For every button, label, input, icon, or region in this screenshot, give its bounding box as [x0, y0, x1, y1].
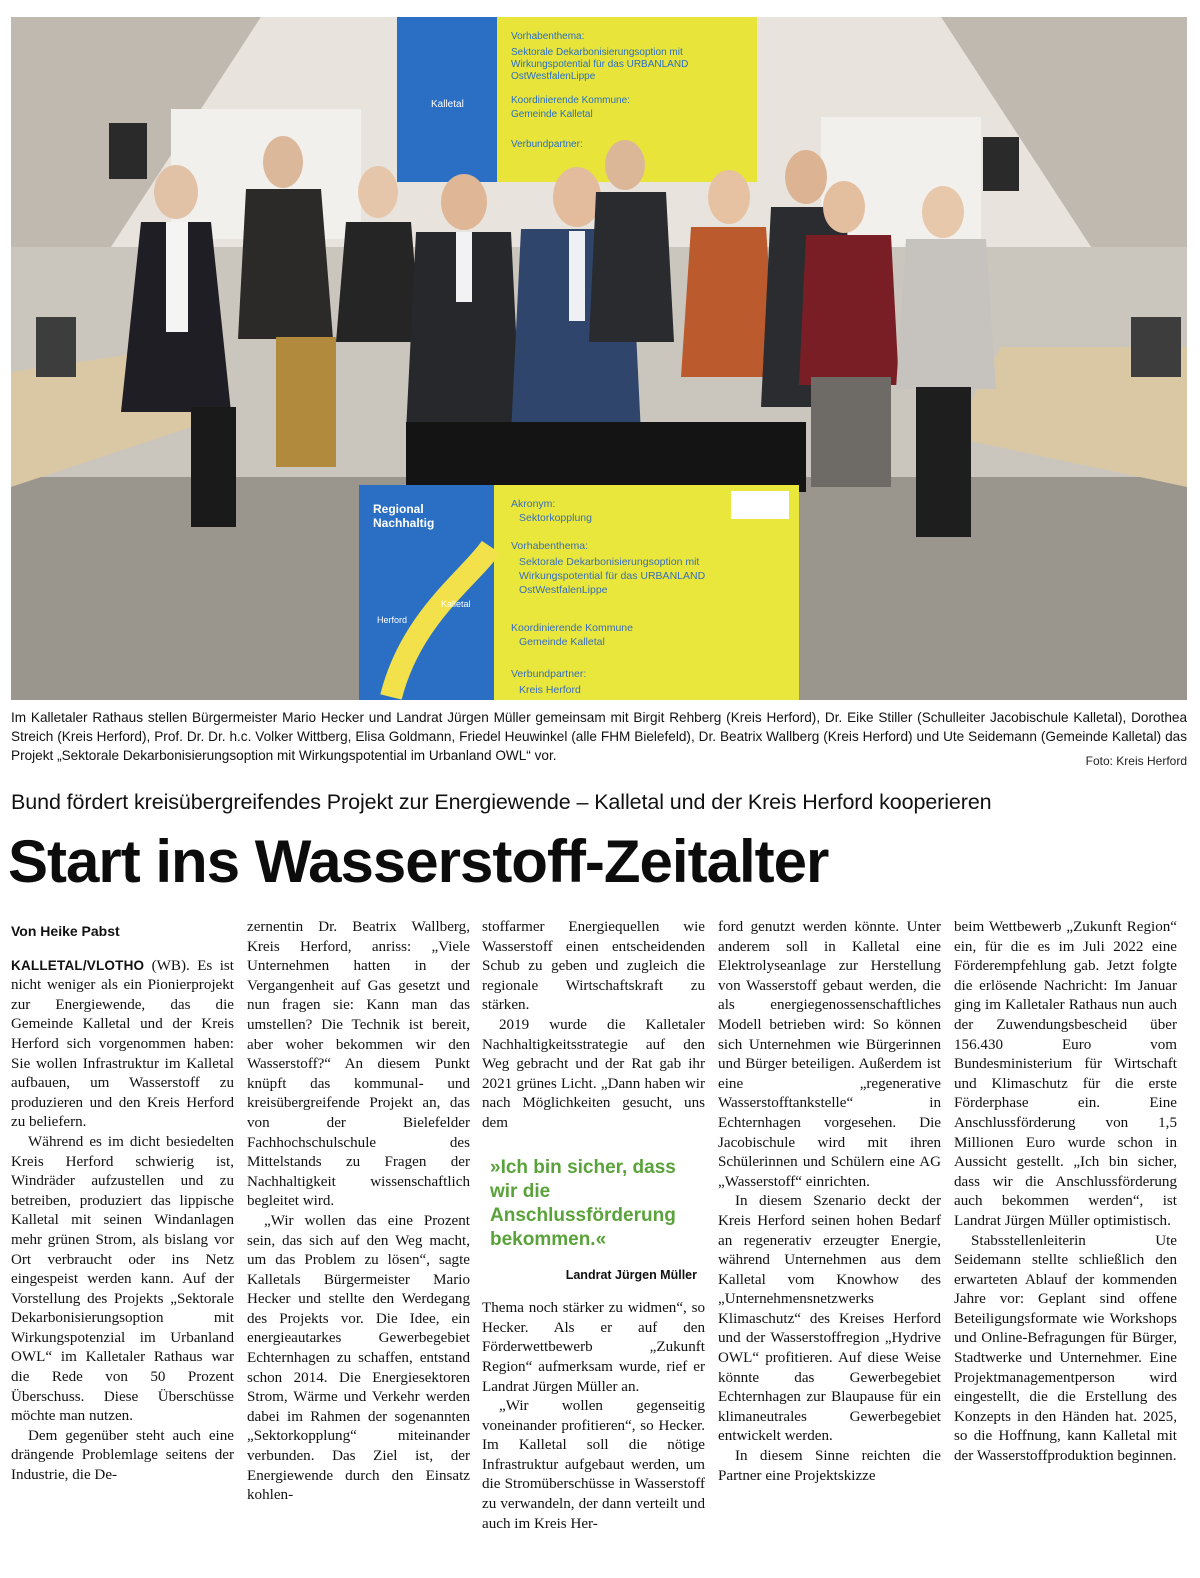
screen-top-line: Verbundpartner: [511, 139, 583, 150]
paragraph: 2019 wurde die Kalletaler Nachhaltigkeitsstrategie auf den Weg gebracht und der Rat gab ihr 2021 grünes Licht. „Dann haben wir nach Möglichkeiten gesucht, uns dem [482, 1016, 705, 1131]
paragraph: ford genutzt werden könnte. Unter anderem soll in Kalletal eine Elektrolyseanlage zur Herstellung von Wasserstoff gebaut werden, die als energiegenossenschaftliches Modell betrieben wird: So können sich Unternehmen wie Bürgerinnen und Bürger beteiligen. Außerdem ist eine „regenerative Wasserstofftankstelle“ in Echternhagen vorgesehen. Die Jacobischule wird mit ihren Schülerinnen und Schülern eine AG „Wasserstoff“ einrichten. [718, 919, 941, 1190]
poster-text-line: Kreis Herford [519, 684, 581, 696]
paragraph: zernentin Dr. Beatrix Wallberg, Kreis Herford, anriss: „Viele Unternehmen hatten in der Vergangenheit auf Gas gesetzt und nun fragen sie: Kann man das umstellen? Die Technik ist bereit, aber woher bekommen wir den Wasserstoff?“ An diesem Punkt knüpft das kommunal- und kreisübergreifende Projekt an, das von der Bielefelder Fachhochschulschule des Mittelstands zu Fragen der Nachhaltigkeit wissenschaftlich begleitet wird. [247, 919, 470, 1210]
paragraph: „Wir wollen das eine Prozent sein, das sich auf den Weg macht, um das Problem zu lösen“, sagte Kalletals Bürgermeister Mario Hecker und stellte den Werdegang des Projekts vor. Die Idee, ein energieautarkes Gewerbegebiet Echternhagen zu schaffen, entstand schon 2014. Die Energiesektoren Strom, Wärme und Verkehr werden dabei im Rahmen der sogenannten „Sektorkopplung“ miteinander verbunden. Das Ziel ist, der Energiewende durch den Einsatz kohlen- [247, 1212, 470, 1504]
photo-scene [11, 17, 1187, 700]
article-column-2 [247, 918, 470, 1568]
paragraph: In diesem Szenario deckt der Kreis Herford seinen hohen Bedarf an regenerativ erzeugter Energie, während Unternehmen aus dem Kalletal vom Knowhow des „Unternehmensnetzwerks Klimaschutz“ des Kreises Herford und der Wasserstoffregion „Hydrive OWL“ profitieren. Auf diese Weise könnte das Gewerbegebiet Echternhagen zur Blaupause für ein klimaneutrales Gewerbegebiet entwickelt werden. [718, 1193, 941, 1445]
poster-text-line: Akronym: [511, 498, 556, 510]
group-photo [11, 17, 1187, 700]
poster-text-line: Koordinierende Kommune [511, 622, 633, 634]
poster-text-line: Verbundpartner: [511, 668, 587, 680]
screen-top-line: OstWestfalenLippe [511, 71, 596, 82]
screen-top-line: Sektorale Dekarbonisierungsoption mit [511, 47, 683, 58]
article-column-4 [718, 918, 941, 1568]
lead-text: (WB). Es ist nicht weniger als ein Pionierprojekt zur Energiewende, das die Gemeinde Kalletal und der Kreis Herford sich vorgenommen haben: Sie wollen Infrastruktur im Kalletal aufbauen, um Wasserstoff zu produzieren und den Kreis Herford zu beliefern. [11, 957, 234, 1131]
paragraph: Stabsstellenleiterin Ute Seidemann stellte schließlich den erwarteten Ablauf der kommenden Jahre vor: Geplant sind offene Beteiligungsformate wie Workshops und Online-Befragungen für Bürger, Stadtwerke und Unternehmer. Eine Projektmanagementperson wird eingestellt, die die Erstellung des Konzepts in den Händen hat. 2025, so die Hoffnung, kann Kalletal mit der Wasserstoffproduktion beginnen. [954, 1232, 1177, 1465]
poster-text-line: Sektorkopplung [519, 512, 592, 524]
screen-top-brand: Kalletal [431, 99, 464, 110]
pull-quote: »Ich bin sicher, dass wir die Anschlussförderung bekommen.« [490, 1156, 676, 1250]
pull-quote-source: Landrat Jürgen Müller [565, 1267, 697, 1282]
screen-top-line: Gemeinde Kalletal [511, 109, 593, 120]
paragraph: „Wir wollen gegenseitig voneinander profitieren“, so Hecker. Im Kalletal soll die nötige Infrastruktur aufgebaut werden, um die Stromüberschüsse in Wasserstoff zu verwandeln, der dann verteilt und auch im Kreis Her- [482, 1398, 705, 1532]
poster-text-line: Gemeinde Kalletal [519, 636, 605, 648]
paragraph: Thema noch stärker zu widmen“, so Hecker. Als er auf den Förderwettbewerb „Zukunft Region“ aufmerksam wurde, rief er Landrat Jürgen Müller an. [482, 1300, 705, 1395]
poster [359, 485, 799, 700]
dateline: KALLETAL/VLOTHO [11, 957, 145, 973]
paragraph: beim Wettbewerb „Zukunft Region“ ein, für die es im Juli 2022 eine Förderempfehlung gab. Jetzt folgte die erlösende Nachricht: Im Januar ging im Kalletaler Rathaus nun auch der Zuwendungsbescheid über 156.430 Euro vom Bundesministerium für Wirtschaft und Klimaschutz für die erste Förderphase ein. Eine Anschlussförderung von 1,5 Millionen Euro wurde schon in Aussicht gestellt. „Ich bin sicher, dass wir die Anschlussförderung auch bekommen werden“, ist Landrat Jürgen Müller optimistisch. [954, 919, 1177, 1229]
paragraph: In diesem Sinne reichten die Partner eine Projektskizze [718, 1448, 941, 1484]
poster-map-label: Herford [377, 615, 408, 625]
article-column-1 [11, 918, 234, 1568]
photo-caption: Im Kalletaler Rathaus stellen Bürgermeister Mario Hecker und Landrat Jürgen Müller gemeinsam mit Birgit Rehberg (Kreis Herford), Dr. Eike Stiller (Schulleiter Jacobischule Kalletal), Dorothea Streich (Kreis Herford), Prof. Dr. Dr. h.c. Volker Wittberg, Elisa Goldmann, Friedel Heuwinkel (alle FHM Bielefeld), Dr. Beatrix Wallberg (Kreis Herford) und Ute Seidemann (Gemeinde Kalletal) das Projekt „Sektorale Dekarbonisierungsoption mit Wirkungspotential im Urbanland OWL“ vor. [11, 710, 1187, 763]
screen-top-line: Koordinierende Kommune: [511, 95, 630, 106]
article-column-3 [482, 918, 705, 1568]
photo-credit: Foto: Kreis Herford [1085, 754, 1187, 768]
poster-text-line: OstWestfalenLippe [519, 584, 608, 596]
paragraph: stoffarmer Energiequellen wie Wasserstoff einen entscheidenden Schub zu geben und zugleich die regionale Wirtschaftskraft zu stärken. [482, 919, 705, 1014]
poster-text-line: Sektorale Dekarbonisierungsoption mit [519, 556, 700, 568]
paragraph: Während es im dicht besiedelten Kreis Herford schwierig ist, Windräder aufzustellen und zu betreiben, produziert das lippische Kalletal mit seinen Windanlagen mehr grünen Strom, als bislang vor Ort verbraucht oder ins Netz eingespeist werden kann. Auf der Vorstellung des Projekts „Sektorale Dekarbonisierungsoption mit Wirkungspotenzial im Urbanland OWL“ im Kalletaler Rathaus war die Rede von 50 Prozent Überschuss. Diese Überschüsse möchte man nutzen. [11, 1133, 234, 1425]
poster-text-line: Vorhabenthema: [511, 540, 589, 552]
poster-text-line: Wirkungspotential für das URBANLAND [519, 570, 706, 582]
article-column-5 [954, 918, 1177, 1568]
screen-top-line: Wirkungspotential für das URBANLAND [511, 59, 689, 70]
screen-top-line: Vorhabenthema: [511, 31, 585, 42]
kicker: Bund fördert kreisübergreifendes Projekt zur Energiewende – Kalletal und der Kreis Herford kooperieren [11, 790, 992, 814]
headline: Start ins Wasserstoff-Zeitalter [8, 828, 829, 895]
pull-quote-box [482, 1156, 705, 1286]
poster-logo-line: Regional [373, 502, 424, 516]
lead-paragraph [11, 956, 234, 1133]
byline: Von Heike Pabst [11, 923, 120, 939]
poster-logo-line: Nachhaltig [373, 516, 435, 530]
paragraph: Dem gegenüber steht auch eine drängende Problemlage seitens der Industrie, die De- [11, 1427, 234, 1484]
poster-map-label: Kalletal [441, 599, 471, 609]
